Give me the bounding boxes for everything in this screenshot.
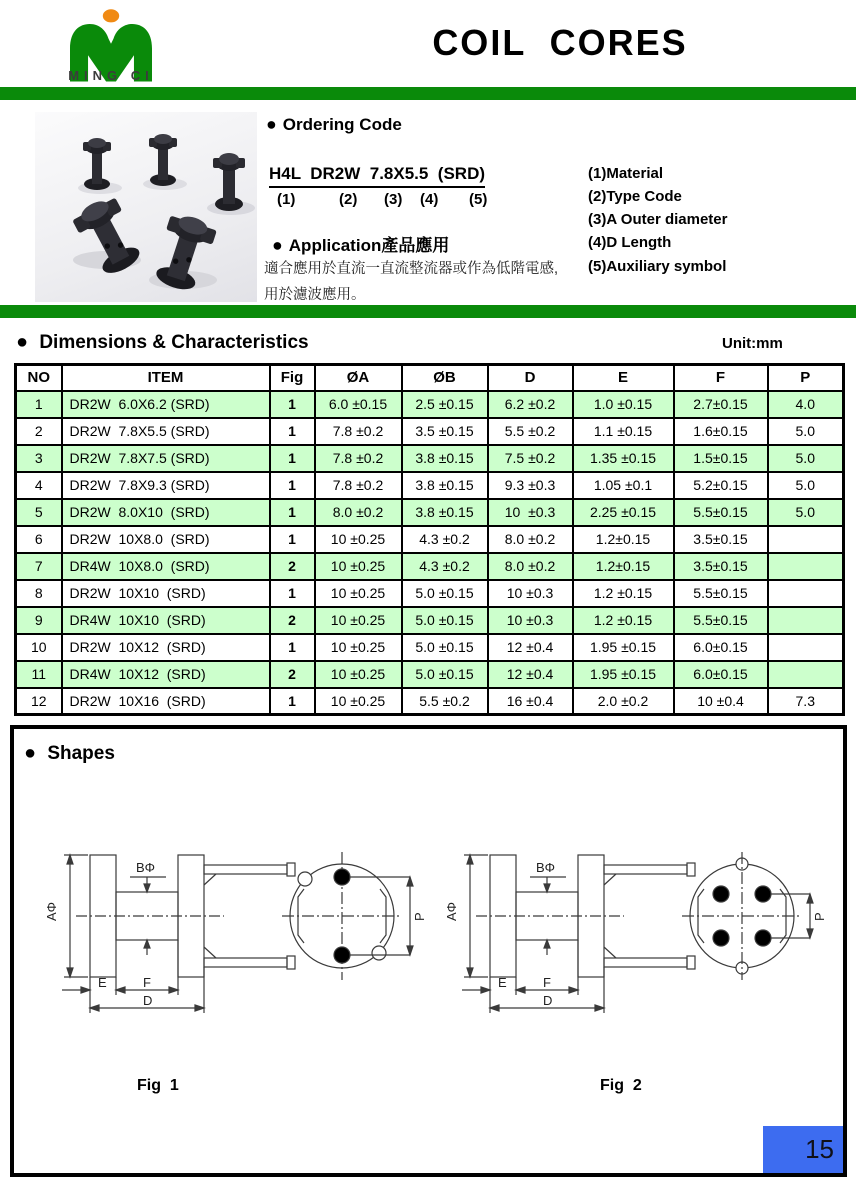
table-cell: 10 ±0.3	[488, 607, 573, 634]
table-cell: 3.5±0.15	[674, 553, 768, 580]
table-cell: 1	[270, 445, 315, 472]
logo-orange-dot-icon	[103, 9, 119, 22]
table-cell: DR2W 10X10 (SRD)	[62, 580, 270, 607]
table-cell: 10 ±0.25	[315, 607, 402, 634]
table-cell: 10	[16, 634, 62, 661]
dim-label-p: P	[812, 912, 827, 921]
dim-label-p: P	[412, 912, 427, 921]
dim-label-b-phi: BΦ	[136, 860, 156, 875]
table-cell: DR2W 8.0X10 (SRD)	[62, 499, 270, 526]
dim-label-f: F	[143, 975, 151, 990]
table-cell: 5.0	[768, 472, 844, 499]
table-cell: 5.0 ±0.15	[402, 580, 488, 607]
ordering-code-value: H4L DR2W 7.8X5.5 (SRD)	[269, 164, 485, 188]
dim-label-d: D	[543, 993, 553, 1008]
col-header-d: D	[488, 365, 573, 391]
legend-auxiliary-symbol: (5)Auxiliary symbol	[588, 258, 727, 275]
table-cell: DR2W 7.8X7.5 (SRD)	[62, 445, 270, 472]
table-row	[16, 445, 844, 472]
table-cell: 1	[16, 391, 62, 418]
table-cell: 5.5±0.15	[674, 580, 768, 607]
table-cell: 5.2±0.15	[674, 472, 768, 499]
dimensions-table-body	[16, 391, 844, 715]
code-position-3: (3)	[384, 191, 403, 208]
table-cell	[768, 553, 844, 580]
page-number: 15	[805, 1134, 834, 1164]
table-cell: 10 ±0.25	[315, 661, 402, 688]
table-cell: DR4W 10X12 (SRD)	[62, 661, 270, 688]
section-bullet-icon: ●	[272, 235, 283, 255]
dimensions-heading-text: Dimensions & Characteristics	[39, 332, 309, 353]
table-cell: 1.5±0.15	[674, 445, 768, 472]
table-cell	[768, 526, 844, 553]
table-cell: 8.0 ±0.2	[488, 553, 573, 580]
table-cell: 4	[16, 472, 62, 499]
table-row	[16, 580, 844, 607]
table-cell: DR2W 10X16 (SRD)	[62, 688, 270, 715]
table-cell: 1	[270, 499, 315, 526]
col-header-ob: ØB	[402, 365, 488, 391]
table-cell: 2	[270, 661, 315, 688]
table-row	[16, 499, 844, 526]
table-cell	[768, 580, 844, 607]
table-cell: 2	[16, 418, 62, 445]
table-cell: 5.5 ±0.2	[402, 688, 488, 715]
table-cell: 2.25 ±0.15	[573, 499, 674, 526]
col-header-oa: ØA	[315, 365, 402, 391]
table-cell: 6.0±0.15	[674, 661, 768, 688]
table-cell: 3.8 ±0.15	[402, 499, 488, 526]
table-cell: 1	[270, 688, 315, 715]
table-cell: DR2W 10X12 (SRD)	[62, 634, 270, 661]
table-cell: 1.05 ±0.1	[573, 472, 674, 499]
table-cell: 5	[16, 499, 62, 526]
shapes-section	[10, 725, 847, 1177]
table-cell: 1.6±0.15	[674, 418, 768, 445]
table-cell: 11	[16, 661, 62, 688]
table-cell: 10 ±0.3	[488, 499, 573, 526]
table-cell: 1	[270, 418, 315, 445]
table-cell: 12	[16, 688, 62, 715]
table-cell	[768, 607, 844, 634]
ordering-code-heading	[266, 114, 402, 135]
table-cell: 1.35 ±0.15	[573, 445, 674, 472]
fig2-drawing	[442, 837, 842, 1032]
table-cell: 1	[270, 580, 315, 607]
table-cell: 1.2 ±0.15	[573, 580, 674, 607]
table-cell: 7.8 ±0.2	[315, 418, 402, 445]
page-number-badge	[763, 1126, 843, 1173]
table-cell: 9.3 ±0.3	[488, 472, 573, 499]
application-heading-text: Application產品應用	[288, 236, 450, 255]
table-cell: 5.0	[768, 499, 844, 526]
code-position-5: (5)	[469, 191, 488, 208]
code-position-4: (4)	[420, 191, 439, 208]
table-row	[16, 634, 844, 661]
dim-label-a-phi: AΦ	[44, 901, 59, 921]
table-cell: 1.2±0.15	[573, 553, 674, 580]
table-cell: 3	[16, 445, 62, 472]
table-cell: 1	[270, 472, 315, 499]
col-header-p: P	[768, 365, 844, 391]
table-row	[16, 607, 844, 634]
table-cell: 3.8 ±0.15	[402, 445, 488, 472]
table-cell: 3.5±0.15	[674, 526, 768, 553]
table-cell: DR2W 10X8.0 (SRD)	[62, 526, 270, 553]
table-cell: 2	[270, 553, 315, 580]
table-cell: 7.3	[768, 688, 844, 715]
table-cell: 8	[16, 580, 62, 607]
col-header-fig: Fig	[270, 365, 315, 391]
table-cell: 10 ±0.25	[315, 526, 402, 553]
logo-text: MING CI	[68, 68, 154, 83]
dim-label-a-phi: AΦ	[444, 901, 459, 921]
fig1-caption: Fig 1	[137, 1077, 179, 1094]
table-cell: 1.0 ±0.15	[573, 391, 674, 418]
table-cell	[768, 634, 844, 661]
ordering-code-heading-text: Ordering Code	[282, 115, 402, 134]
table-cell: 1.2 ±0.15	[573, 607, 674, 634]
legend-type-code: (2)Type Code	[588, 188, 682, 205]
table-cell: 1.95 ±0.15	[573, 661, 674, 688]
table-cell: DR4W 10X8.0 (SRD)	[62, 553, 270, 580]
table-cell: 7.5 ±0.2	[488, 445, 573, 472]
table-cell: 3.5 ±0.15	[402, 418, 488, 445]
green-divider-bar	[0, 87, 856, 100]
table-cell: DR2W 7.8X5.5 (SRD)	[62, 418, 270, 445]
dim-label-f: F	[543, 975, 551, 990]
table-row	[16, 661, 844, 688]
table-cell: 9	[16, 607, 62, 634]
table-cell: 2	[270, 607, 315, 634]
dim-label-b-phi: BΦ	[536, 860, 556, 875]
dimensions-heading	[16, 331, 309, 354]
table-row	[16, 418, 844, 445]
table-cell: 16 ±0.4	[488, 688, 573, 715]
table-cell: DR2W 6.0X6.2 (SRD)	[62, 391, 270, 418]
green-divider-bar	[0, 305, 856, 318]
col-header-item: ITEM	[62, 365, 270, 391]
table-header-row	[16, 365, 844, 391]
application-heading	[272, 231, 449, 256]
table-cell: 10 ±0.25	[315, 580, 402, 607]
section-bullet-icon: ●	[266, 114, 277, 134]
table-cell: 6.2 ±0.2	[488, 391, 573, 418]
table-cell: 5.0	[768, 445, 844, 472]
table-cell: DR2W 7.8X9.3 (SRD)	[62, 472, 270, 499]
table-cell: 1	[270, 391, 315, 418]
table-cell: 10 ±0.3	[488, 580, 573, 607]
code-position-2: (2)	[339, 191, 358, 208]
product-photo	[35, 112, 257, 302]
unit-label: Unit:mm	[722, 335, 783, 352]
dim-label-e: E	[98, 975, 107, 990]
table-cell: 4.0	[768, 391, 844, 418]
table-cell: 10 ±0.25	[315, 688, 402, 715]
table-cell: 3.8 ±0.15	[402, 472, 488, 499]
table-cell: 7	[16, 553, 62, 580]
table-cell: 1.2±0.15	[573, 526, 674, 553]
table-cell: 5.0 ±0.15	[402, 661, 488, 688]
table-cell: 4.3 ±0.2	[402, 526, 488, 553]
coil-cores-image	[35, 112, 257, 302]
legend-outer-diameter: (3)A Outer diameter	[588, 211, 728, 228]
legend-d-length: (4)D Length	[588, 234, 672, 251]
col-header-e: E	[573, 365, 674, 391]
table-cell: 5.5±0.15	[674, 499, 768, 526]
table-cell	[768, 661, 844, 688]
col-header-no: NO	[16, 365, 62, 391]
table-cell: 7.8 ±0.2	[315, 445, 402, 472]
table-cell: 1	[270, 634, 315, 661]
dim-label-e: E	[498, 975, 507, 990]
table-cell: DR4W 10X10 (SRD)	[62, 607, 270, 634]
table-cell: 2.0 ±0.2	[573, 688, 674, 715]
table-cell: 2.5 ±0.15	[402, 391, 488, 418]
table-cell: 6	[16, 526, 62, 553]
table-cell: 5.0 ±0.15	[402, 607, 488, 634]
table-cell: 2.7±0.15	[674, 391, 768, 418]
table-cell: 10 ±0.4	[674, 688, 768, 715]
table-cell: 10 ±0.25	[315, 553, 402, 580]
table-row	[16, 472, 844, 499]
table-row	[16, 526, 844, 553]
table-cell: 8.0 ±0.2	[488, 526, 573, 553]
table-cell: 5.0	[768, 418, 844, 445]
shapes-heading	[24, 742, 115, 765]
application-text-line1: 適合應用於直流一直流整流器或作為低階電感,	[264, 261, 559, 277]
table-row	[16, 553, 844, 580]
dimensions-table	[14, 363, 845, 716]
table-cell: 10 ±0.25	[315, 634, 402, 661]
dim-label-d: D	[143, 993, 153, 1008]
table-cell: 5.0 ±0.15	[402, 634, 488, 661]
section-bullet-icon: ●	[16, 331, 29, 353]
shapes-heading-text: Shapes	[47, 743, 115, 764]
fig1-drawing	[42, 837, 442, 1032]
fig2-caption: Fig 2	[600, 1077, 642, 1094]
table-row	[16, 391, 844, 418]
code-position-1: (1)	[277, 191, 296, 208]
table-cell: 5.5 ±0.2	[488, 418, 573, 445]
table-cell: 1	[270, 526, 315, 553]
col-header-f: F	[674, 365, 768, 391]
table-cell: 12 ±0.4	[488, 661, 573, 688]
table-cell: 1.95 ±0.15	[573, 634, 674, 661]
table-cell: 5.5±0.15	[674, 607, 768, 634]
section-bullet-icon: ●	[24, 742, 37, 764]
table-cell: 6.0 ±0.15	[315, 391, 402, 418]
table-cell: 1.1 ±0.15	[573, 418, 674, 445]
table-cell: 4.3 ±0.2	[402, 553, 488, 580]
table-cell: 8.0 ±0.2	[315, 499, 402, 526]
table-cell: 6.0±0.15	[674, 634, 768, 661]
application-text-line2: 用於濾波應用。	[264, 287, 366, 303]
table-cell: 7.8 ±0.2	[315, 472, 402, 499]
page-title: COIL CORES	[432, 22, 688, 63]
table-row	[16, 688, 844, 715]
table-cell: 12 ±0.4	[488, 634, 573, 661]
legend-material: (1)Material	[588, 165, 664, 182]
